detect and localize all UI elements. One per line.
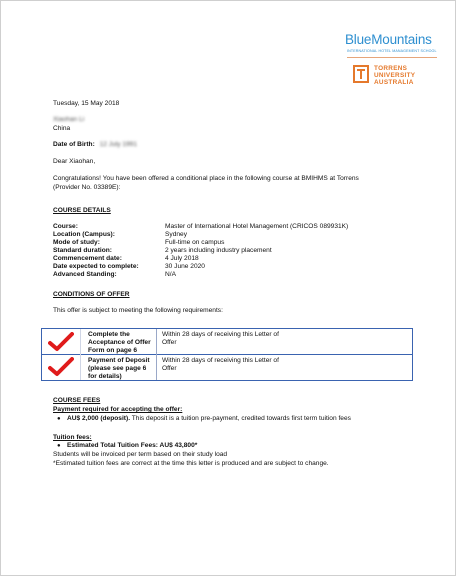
course-value: Master of International Hotel Management (CRICOS 089931K) — [165, 223, 349, 230]
deadline-line: Offer — [162, 365, 177, 372]
completion-label: Date expected to complete: — [53, 263, 139, 270]
deadline-acceptance — [162, 331, 279, 347]
checkmark-icon — [48, 332, 74, 352]
deadline-line: Within 28 days of receiving this Letter of — [162, 331, 279, 338]
conditions-table — [41, 328, 413, 381]
recipient-country: China — [53, 125, 71, 132]
deadline-line: Offer — [162, 339, 177, 346]
table-column-divider — [80, 329, 81, 380]
date-of-birth — [53, 141, 137, 149]
commencement-value: 4 July 2018 — [165, 255, 199, 262]
dob-label: Date of Birth: — [53, 141, 95, 148]
table-column-divider — [156, 329, 157, 380]
requirement-line: Acceptance of Offer — [88, 339, 151, 346]
duration-value: 2 years including industry placement — [165, 247, 272, 254]
requirement-acceptance — [88, 331, 151, 355]
requirement-line: Complete the — [88, 331, 130, 338]
dob-value: 12 July 1991 — [99, 141, 138, 148]
duration-label: Standard duration: — [53, 247, 112, 254]
invoice-note: Students will be invoiced per term based on their study load — [53, 451, 228, 458]
bullet-icon: ● — [57, 416, 61, 422]
requirement-line: (please see page 6 — [88, 365, 147, 372]
torrens-line-3: AUSTRALIA — [374, 79, 414, 86]
tuition-heading: Tuition fees: — [53, 434, 92, 441]
completion-value: 30 June 2020 — [165, 263, 205, 270]
requirement-deposit — [88, 357, 150, 381]
course-label: Course: — [53, 223, 78, 230]
torrens-university-logo — [353, 64, 443, 92]
intro-line-2: (Provider No. 03389E): — [53, 184, 121, 191]
course-details-heading: COURSE DETAILS — [53, 207, 111, 214]
deposit-amount: AU$ 2,000 (deposit). — [67, 415, 131, 422]
logo-divider — [347, 57, 437, 58]
mode-label: Mode of study: — [53, 239, 100, 246]
blue-mountains-logo — [345, 29, 441, 59]
salutation: Dear Xiaohan, — [53, 158, 96, 165]
tuition-total: Estimated Total Tuition Fees: AU$ 43,800* — [67, 442, 198, 449]
torrens-emblem-icon — [353, 65, 369, 83]
requirement-line: Form on page 6 — [88, 347, 138, 354]
blue-mountains-wordmark: BlueMountains — [345, 32, 432, 47]
deposit-text: This deposit is a tuition pre-payment, credited towards first term tuition fees — [131, 415, 351, 422]
requirement-line: Payment of Deposit — [88, 357, 150, 364]
blue-mountains-tagline: INTERNATIONAL HOTEL MANAGEMENT SCHOOL — [347, 49, 437, 53]
advanced-standing-label: Advanced Standing: — [53, 271, 117, 278]
bullet-icon: ● — [57, 443, 61, 449]
deadline-deposit — [162, 357, 279, 373]
location-label: Location (Campus): — [53, 231, 115, 238]
course-fees-heading: COURSE FEES — [53, 397, 101, 404]
letter-date: Tuesday, 15 May 2018 — [53, 100, 120, 107]
location-value: Sydney — [165, 231, 187, 238]
conditions-intro: This offer is subject to meeting the following requirements: — [53, 307, 223, 314]
torrens-line-1: TORRENS — [374, 65, 408, 72]
advanced-standing-value: N/A — [165, 271, 176, 278]
torrens-wordmark — [374, 65, 415, 86]
commencement-label: Commencement date: — [53, 255, 122, 262]
checkmark-icon — [48, 357, 74, 377]
mode-value: Full-time on campus — [165, 239, 225, 246]
conditions-heading: CONDITIONS OF OFFER — [53, 291, 130, 298]
recipient-name: Xiaohan Li — [53, 116, 85, 123]
torrens-line-2: UNIVERSITY — [374, 72, 416, 79]
requirement-line: for details) — [88, 373, 122, 380]
estimate-note: *Estimated tuition fees are correct at the time this letter is produced and are subject to change. — [53, 460, 329, 467]
deadline-line: Within 28 days of receiving this Letter of — [162, 357, 279, 364]
deposit-line — [67, 415, 351, 423]
payment-heading: Payment required for accepting the offer: — [53, 406, 183, 413]
intro-line-1: Congratulations! You have been offered a conditional place in the following course at BMIHMS at Torrens — [53, 175, 359, 182]
